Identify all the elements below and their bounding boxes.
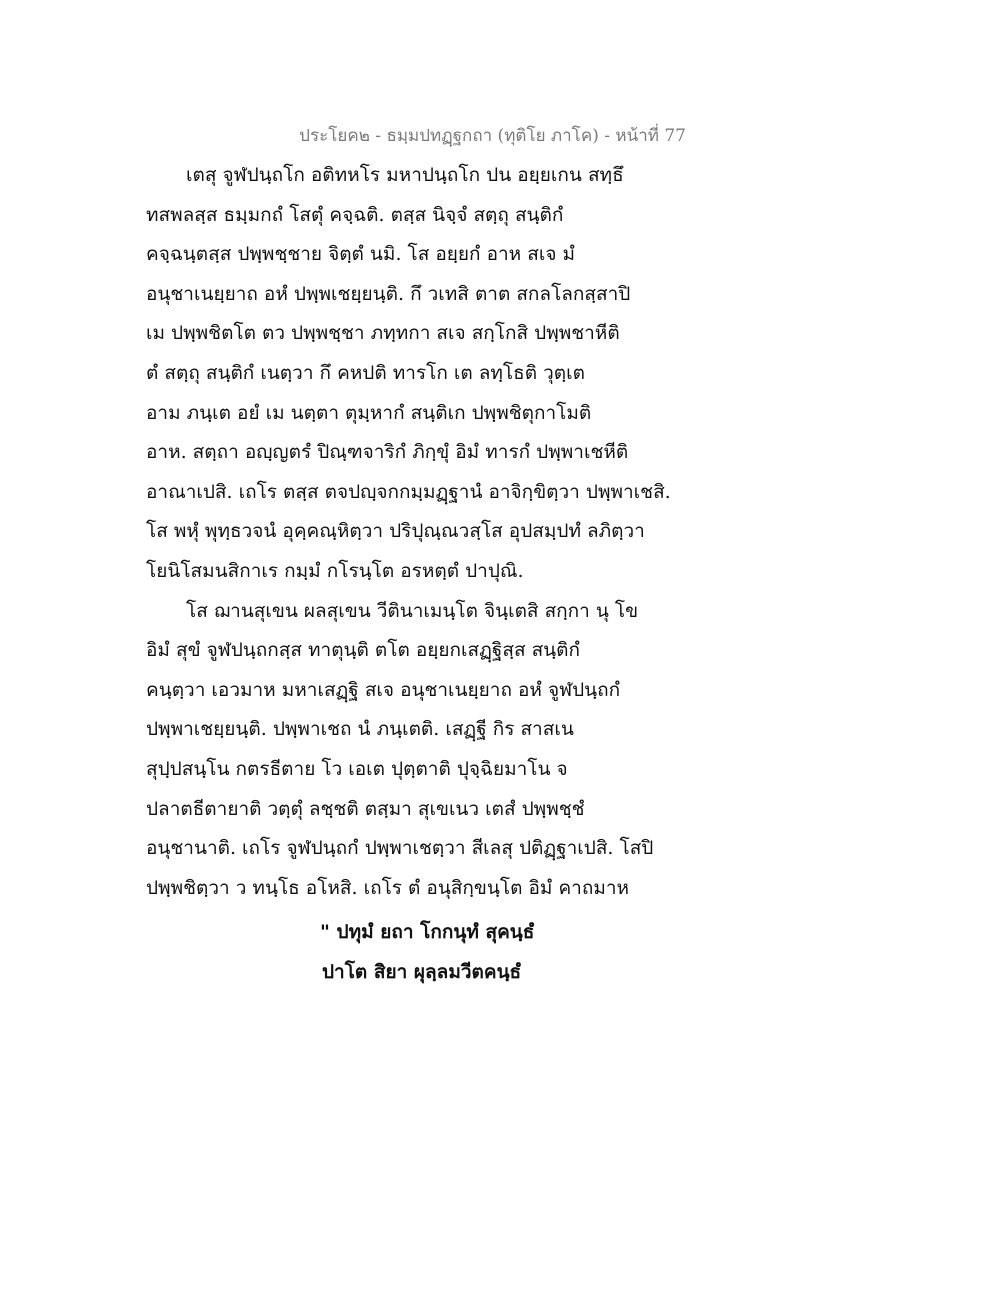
paragraph-line: อาม ภนฺเต อยํ เม นตฺตา ตุมฺหากํ สนฺติเก ปพฺพชิตุกาโมติ xyxy=(146,401,592,424)
verse-line: ปาโต สิยา ผุลฺลมวีตคนฺธํ xyxy=(322,961,522,983)
paragraph-line: โส พหุํ พุทฺธวจนํ อุคฺคณฺหิตฺวา ปริปุณฺณวสฺโส อุปสมฺปทํ ลภิตฺวา xyxy=(146,520,645,543)
running-header: ประโยค๒ - ธมฺมปทฏฺฐกถา (ทุติโย ภาโค) - หน้าที่ 77 xyxy=(299,126,686,146)
paragraph-line: อนุชาเนยฺยาถ อหํ ปพฺพเชยฺยนฺติ. กึ วเทสิ ตาต สกลโลกสฺสาปิ xyxy=(146,282,631,305)
verse-block xyxy=(320,912,534,992)
paragraph-line: สุปฺปสนฺโน กตรธีตาย โว เอเต ปุตฺตาติ ปุจฺฉิยมาโน จ xyxy=(146,757,568,780)
paragraph-line: โยนิโสมนสิกาเร กมฺมํ กโรนฺโต อรหตฺตํ ปาปุณิ. xyxy=(146,559,524,582)
paragraph-line: คนฺตฺวา เอวมาห มหาเสฏฺฐิ สเจ อนุชาเนยฺยาถ อหํ จูฬปนฺถกํ xyxy=(146,678,621,701)
paragraph-line: ปลาตธีตายาติ วตฺตุํ ลชฺชติ ตสฺมา สุเขเนว เตสํ ปพฺพชฺชํ xyxy=(146,797,585,820)
verse-line: " ปทุมํ ยถา โกกนุทํ สุคนฺธํ xyxy=(320,921,535,943)
paragraph-line: ปพฺพชิตฺวา ว ทนฺโธ อโหสิ. เถโร ตํ อนุสิกฺขนฺโต อิมํ คาถมาห xyxy=(146,876,630,899)
paragraph-line: คจฺฉนฺตสฺส ปพฺพชฺชาย จิตฺตํ นมิ. โส อยฺยกํ อาห สเจ มํ xyxy=(146,243,576,266)
paragraph-line: ปพฺพาเชยฺยนฺติ. ปพฺพาเชถ นํ ภนฺเตติ. เสฏฺฐี กิร สาสเน xyxy=(146,718,574,741)
paragraph-line: อาห. สตฺถา อญฺญตรํ ปิณฺฑจาริกํ ภิกฺขุํ อิมํ ทารกํ ปพฺพาเชหีติ xyxy=(146,441,629,464)
paragraph-line: โส ฌานสุเขน ผลสุเขน วีตินาเมนฺโต จินฺเตสิ สกฺกา นุ โข xyxy=(186,599,639,622)
paragraph-line: อาณาเปสิ. เถโร ตสฺส ตจปญฺจกกมฺมฏฺฐานํ อาจิกฺขิตฺวา ปพฺพาเชสิ. xyxy=(146,480,671,503)
paragraph-line: ตํ สตฺถุ สนฺติกํ เนตฺวา กึ คหปติ ทารโก เต ลทฺโธติ วุตฺเต xyxy=(146,361,585,384)
paragraph-line: อนุชานาติ. เถโร จูฬปนฺถกํ ปพฺพาเชตฺวา สีเลสุ ปติฏฺฐาเปสิ. โสปิ xyxy=(146,837,654,860)
body-text xyxy=(146,156,706,908)
paragraph-line: เม ปพฺพชิตโต ตว ปพฺพชฺชา ภทฺทกา สเจ สกฺโกสิ ปพฺพชาหีติ xyxy=(146,322,620,345)
paragraph-line: ทสพลสฺส ธมฺมกถํ โสตุํ คจฺฉติ. ตสฺส นิจฺจํ สตฺถุ สนฺติกํ xyxy=(146,203,564,226)
paragraph-line: เตสุ จูฬปนฺถโก อติทหโร มหาปนฺถโก ปน อยฺยเกน สทฺธึ xyxy=(186,164,624,186)
paragraph-line: อิมํ สุขํ จูฬปนฺถกสฺส ทาตุนฺติ ตโต อยฺยกเสฏฺฐิสฺส สนฺติกํ xyxy=(146,639,581,662)
